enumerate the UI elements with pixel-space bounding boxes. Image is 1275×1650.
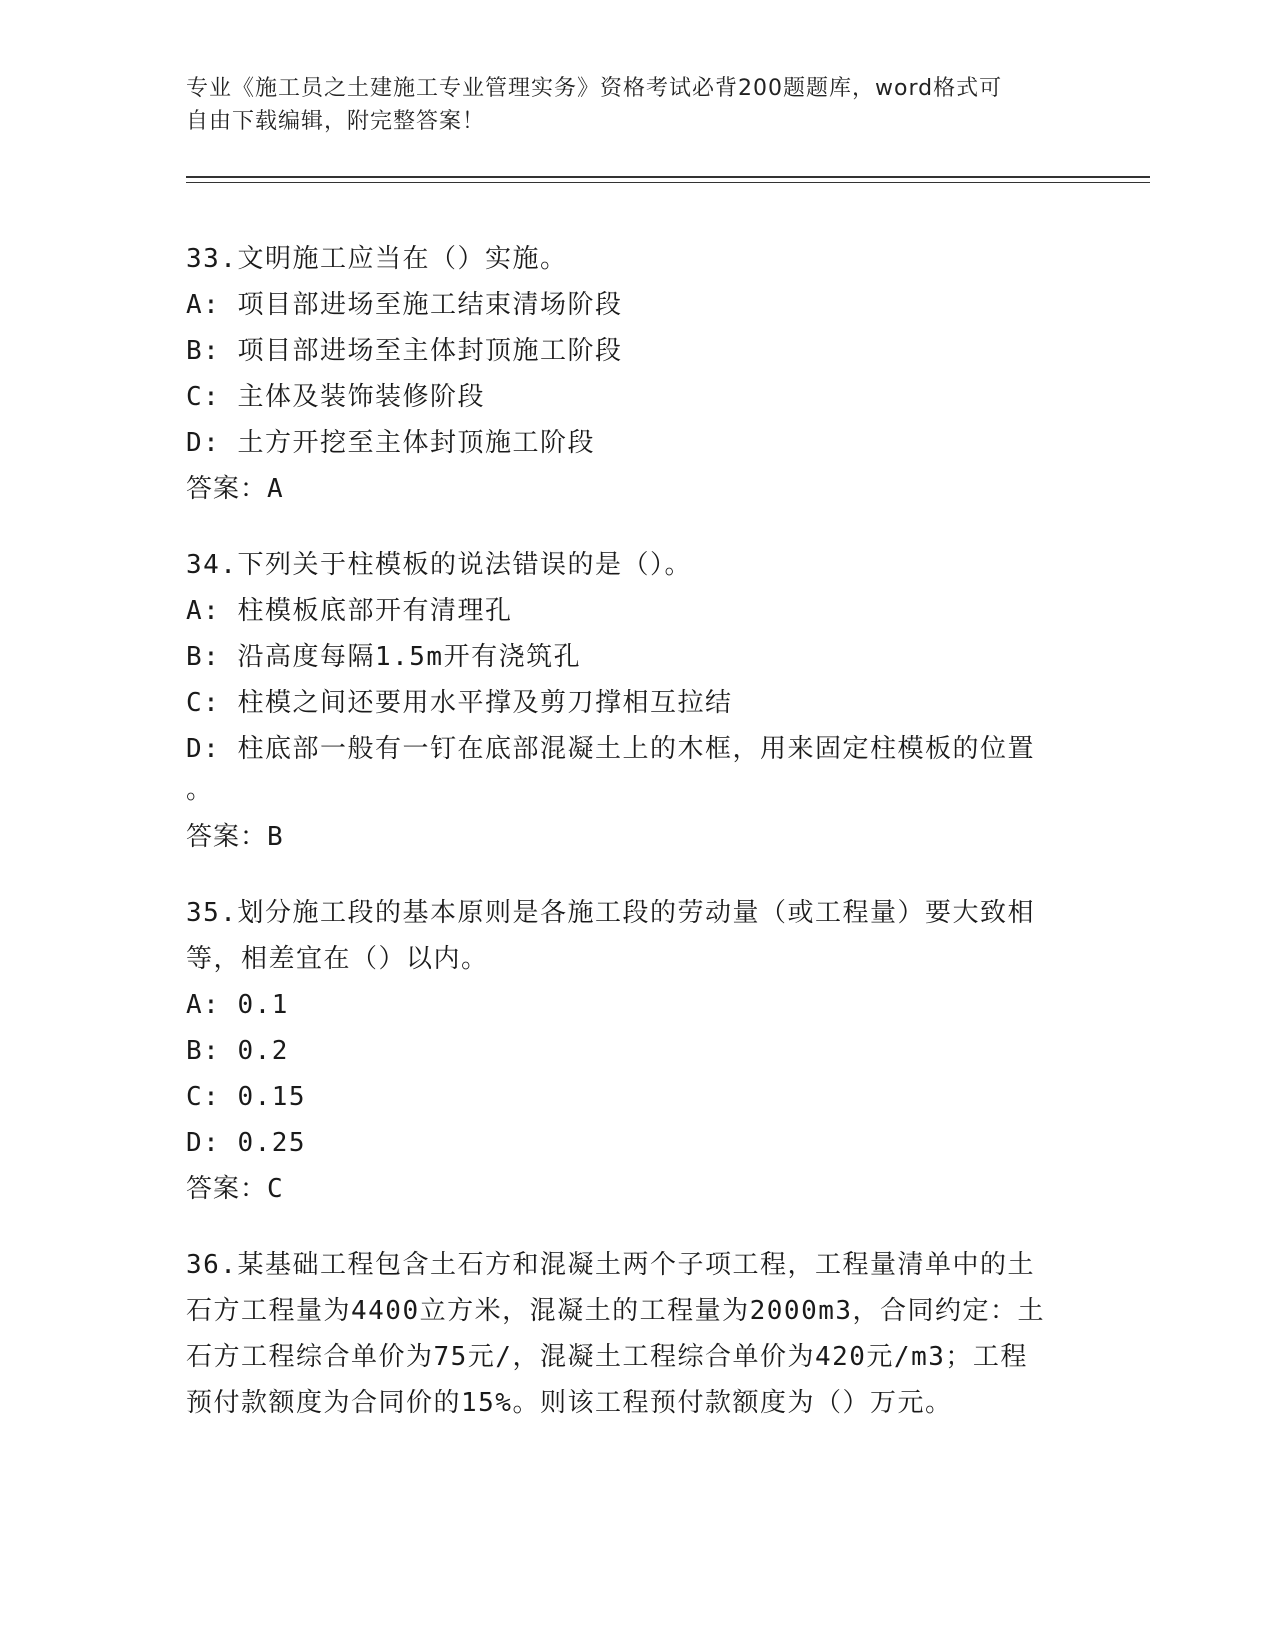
option-letter: B:	[186, 1036, 221, 1066]
option-letter: C:	[186, 1082, 221, 1112]
option-text: 0.25	[237, 1128, 307, 1158]
question-stem-line-2: 等，相差宜在（）以内。	[186, 944, 489, 974]
header-divider-thick	[186, 176, 1150, 178]
question-36	[186, 1242, 1086, 1426]
answer-line	[186, 466, 1086, 512]
question-34	[186, 542, 1086, 860]
option-letter: D:	[186, 734, 221, 764]
option-letter: A:	[186, 596, 221, 626]
option-c	[186, 1074, 1086, 1120]
question-stem-line-2: 石方工程量为4400立方米，混凝土的工程量为2000m3，合同约定：土	[186, 1296, 1046, 1326]
option-letter: C:	[186, 688, 221, 718]
header-divider-thin	[186, 182, 1150, 183]
option-text: 0.1	[237, 990, 289, 1020]
question-35	[186, 890, 1086, 1212]
option-letter: B:	[186, 642, 221, 672]
option-text: 主体及装饰装修阶段	[237, 382, 485, 412]
question-stem: 34.下列关于柱模板的说法错误的是（）。	[186, 550, 692, 580]
option-letter: A:	[186, 990, 221, 1020]
option-b	[186, 328, 1086, 374]
header-title-line-1: 专业《施工员之土建施工专业管理实务》资格考试必背200题题库，word格式可	[186, 76, 1003, 101]
answer-label: 答案：	[186, 474, 268, 504]
question-33	[186, 236, 1086, 512]
option-b	[186, 1028, 1086, 1074]
option-a	[186, 982, 1086, 1028]
answer-value: B	[267, 822, 284, 852]
answer-line	[186, 1166, 1086, 1212]
question-stem-line-1: 35.划分施工段的基本原则是各施工段的劳动量（或工程量）要大致相	[186, 898, 1035, 928]
option-b	[186, 634, 1086, 680]
option-text: 沿高度每隔1.5m开有浇筑孔	[237, 642, 582, 672]
option-letter: C:	[186, 382, 221, 412]
option-a	[186, 282, 1086, 328]
option-letter: A:	[186, 290, 221, 320]
question-stem-line-4: 预付款额度为合同价的15%。则该工程预付款额度为（）万元。	[186, 1388, 953, 1418]
option-c	[186, 374, 1086, 420]
option-text: 柱模板底部开有清理孔	[237, 596, 513, 626]
option-letter: D:	[186, 1128, 221, 1158]
stray-punctuation: 。	[186, 775, 213, 805]
option-text: 项目部进场至施工结束清场阶段	[237, 290, 623, 320]
answer-value: A	[267, 474, 284, 504]
answer-line	[186, 814, 1086, 860]
header-title-line-2: 自由下载编辑，附完整答案！	[186, 109, 486, 134]
option-text: 土方开挖至主体封顶施工阶段	[237, 428, 595, 458]
option-text: 柱模之间还要用水平撑及剪刀撑相互拉结	[237, 688, 733, 718]
option-a	[186, 588, 1086, 634]
document-header	[186, 72, 1066, 138]
answer-value: C	[267, 1174, 284, 1204]
option-text: 柱底部一般有一钉在底部混凝土上的木框，用来固定柱模板的位置	[237, 734, 1035, 764]
answer-label: 答案：	[186, 1174, 268, 1204]
option-d	[186, 726, 1086, 772]
option-letter: D:	[186, 428, 221, 458]
question-stem-line-1: 36.某基础工程包含土石方和混凝土两个子项工程，工程量清单中的土	[186, 1250, 1035, 1280]
option-d	[186, 1120, 1086, 1166]
option-letter: B:	[186, 336, 221, 366]
question-stem: 33.文明施工应当在（）实施。	[186, 244, 568, 274]
question-stem-line-3: 石方工程综合单价为75元/，混凝土工程综合单价为420元/m3；工程	[186, 1342, 1028, 1372]
option-c	[186, 680, 1086, 726]
option-text: 0.15	[237, 1082, 307, 1112]
answer-label: 答案：	[186, 822, 268, 852]
question-list	[186, 236, 1086, 1456]
option-d	[186, 420, 1086, 466]
option-text: 0.2	[237, 1036, 289, 1066]
option-text: 项目部进场至主体封顶施工阶段	[237, 336, 623, 366]
